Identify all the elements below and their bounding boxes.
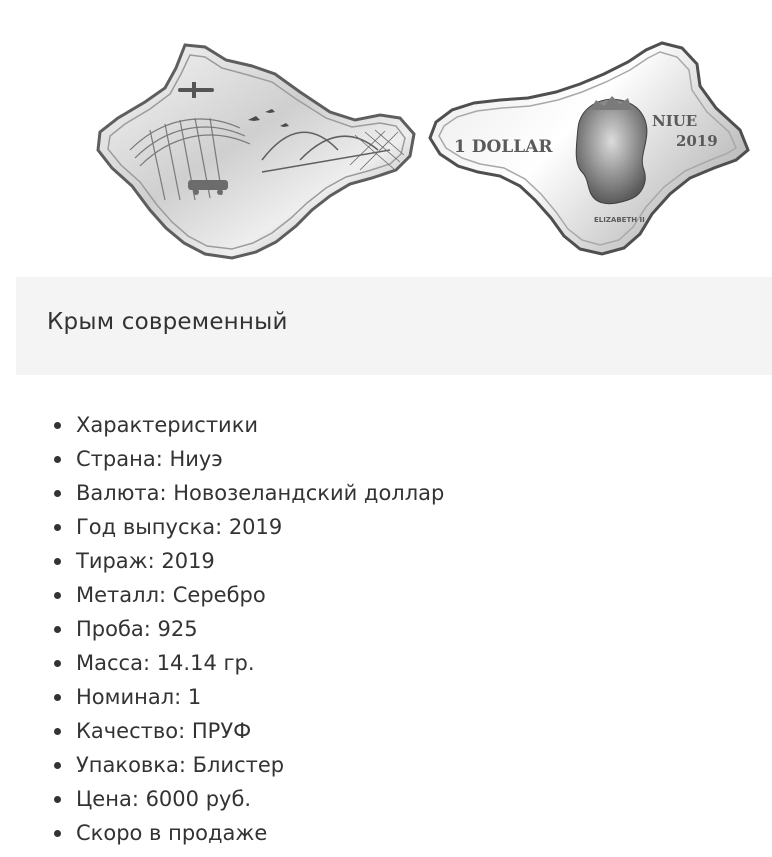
spec-item-text: Год выпуска: 2019 (76, 515, 283, 539)
spec-item-text: Проба: 925 (76, 617, 198, 641)
spec-item-text: Масса: 14.14 гр. (76, 651, 255, 675)
spec-item-packaging (48, 748, 444, 782)
product-title-band (16, 277, 772, 375)
spec-item-weight (48, 646, 444, 680)
coin-obverse (98, 45, 414, 258)
coin-reverse (430, 43, 748, 254)
spec-item-metal (48, 578, 444, 612)
coin-year: 2019 (676, 132, 718, 150)
bullet-dot (54, 422, 61, 429)
spec-item-text: Металл: Серебро (76, 583, 266, 607)
bullet-dot (54, 796, 61, 803)
spec-item-mintage (48, 544, 444, 578)
bullet-dot (54, 830, 61, 837)
spec-item-text: Номинал: 1 (76, 685, 202, 709)
bullet-dot (54, 626, 61, 633)
spec-item-text: Страна: Ниуэ (76, 447, 223, 471)
bullet-dot (54, 490, 61, 497)
spec-item-availability (48, 816, 444, 850)
bullet-dot (54, 762, 61, 769)
spec-item-quality (48, 714, 444, 748)
spec-item-text: Качество: ПРУФ (76, 719, 252, 743)
bullet-dot (54, 558, 61, 565)
spec-item-text: Цена: 6000 руб. (76, 787, 252, 811)
specs-list (48, 408, 444, 850)
coin-country: NIUE (652, 112, 698, 130)
bullet-dot (54, 524, 61, 531)
bullet-dot (54, 694, 61, 701)
spec-item-fineness (48, 612, 444, 646)
spec-item-country (48, 442, 444, 476)
bullet-dot (54, 660, 61, 667)
spec-item-text: Скоро в продаже (76, 821, 268, 845)
product-title: Крым современный (47, 309, 288, 335)
bullet-dot (54, 456, 61, 463)
spec-item-year (48, 510, 444, 544)
spec-item-text: Упаковка: Блистер (76, 753, 285, 777)
coin-denomination: 1 DOLLAR (454, 137, 553, 157)
coin-portrait-caption: ELIZABETH II (594, 216, 645, 224)
bullet-dot (54, 592, 61, 599)
product-image (0, 0, 772, 272)
spec-item-characteristics (48, 408, 444, 442)
spec-item-text: Валюта: Новозеландский доллар (76, 481, 445, 505)
spec-item-text: Тираж: 2019 (76, 549, 215, 573)
spec-item-price (48, 782, 444, 816)
spec-item-text: Характеристики (76, 413, 259, 437)
bullet-dot (54, 728, 61, 735)
spec-item-denomination (48, 680, 444, 714)
spec-item-currency (48, 476, 444, 510)
